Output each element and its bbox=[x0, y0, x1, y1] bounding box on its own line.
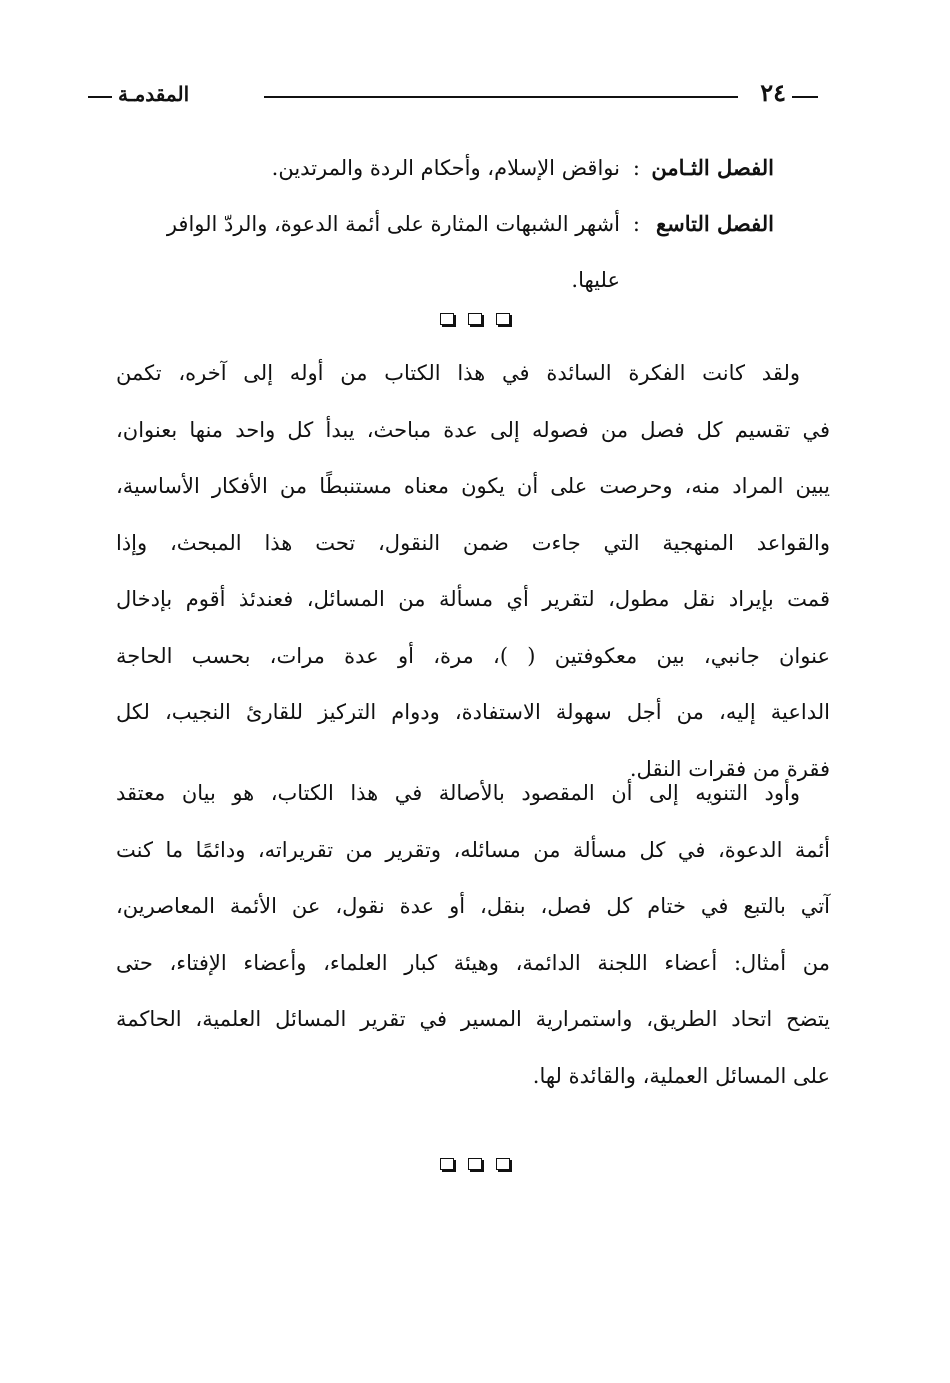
square-ornament-icon bbox=[440, 1158, 454, 1170]
chapter-entry-9-continuation bbox=[84, 252, 774, 308]
square-ornament-icon bbox=[496, 1158, 510, 1170]
chapter-title: نواقض الإسلام، وأحكام الردة والمرتدين. bbox=[271, 156, 620, 180]
chapter-label: الفصل التاسع bbox=[655, 211, 774, 236]
text-line: أئمة الدعوة، في كل مسألة من مسائله، وتقرير من تقريراته، ودائمًا ما كنت bbox=[116, 837, 830, 862]
text-line: وأود التنويه إلى أن المقصود بالأصالة في هذا الكتاب، هو بيان معتقد bbox=[116, 781, 800, 805]
chapter-title-continued: عليها. bbox=[571, 268, 620, 292]
chapter-list bbox=[84, 140, 774, 308]
text-line: في تقسيم كل فصل من فصوله إلى عدة مباحث، يبدأ كل واحد منها بعنوان، bbox=[116, 417, 830, 442]
text-line: من أمثال: أعضاء اللجنة الدائمة، وهيئة كبار العلماء، وأعضاء الإفتاء، حتى bbox=[116, 950, 830, 975]
paragraph-scope bbox=[116, 765, 830, 1104]
paragraph-structure bbox=[116, 345, 830, 797]
text-line: يتضح اتحاد الطريق، واستمرارية المسير في تقرير المسائل العلمية، الحاكمة bbox=[116, 1007, 830, 1031]
text-line: عنوان جانبي، بين معكوفتين ( )، مرة، أو عدة مرات، بحسب الحاجة bbox=[116, 643, 830, 668]
page-number: ٢٤ bbox=[760, 78, 786, 107]
square-ornament-icon bbox=[440, 313, 454, 325]
section-separator bbox=[0, 1155, 950, 1174]
text-line: آتي بالتبع في ختام كل فصل، بنقل، أو عدة نقول، عن الأئمة المعاصرين، bbox=[116, 894, 830, 918]
chapter-label: الفصل الثـامن bbox=[651, 155, 774, 180]
chapter-colon: : bbox=[632, 212, 640, 236]
header-rule-middle bbox=[264, 96, 738, 98]
chapter-entry-9 bbox=[84, 196, 774, 252]
square-ornament-icon bbox=[468, 313, 482, 325]
section-separator bbox=[0, 310, 950, 329]
chapter-colon: : bbox=[632, 156, 640, 180]
header-rule-right bbox=[792, 96, 818, 98]
text-line: فقرة من فقرات النقل. bbox=[629, 756, 830, 781]
text-line: والقواعد المنهجية التي جاءت ضمن النقول، تحت هذا المبحث، وإذا bbox=[116, 530, 830, 555]
text-line: على المسائل العملية، والقائدة لها. bbox=[532, 1063, 830, 1088]
text-line: يبين المراد منه، وحرصت على أن يكون معناه مستنبطًا من الأفكار الأساسية، bbox=[116, 474, 830, 498]
square-ornament-icon bbox=[468, 1158, 482, 1170]
section-title: المقدمـة bbox=[118, 82, 190, 106]
text-line: قمت بإيراد نقل مطول، لتقرير أي مسألة من المسائل، فعندئذ أقوم بإدخال bbox=[116, 587, 830, 611]
text-line: الداعية إليه، من أجل سهولة الاستفادة، ودوام التركيز للقارئ النجيب، لكل bbox=[116, 700, 830, 724]
text-line: ولقد كانت الفكرة السائدة في هذا الكتاب من أوله إلى آخره، تكمن bbox=[116, 361, 800, 385]
running-header bbox=[88, 74, 818, 114]
chapter-title: أشهر الشبهات المثارة على أئمة الدعوة، والردّ الوافر bbox=[166, 212, 620, 236]
square-ornament-icon bbox=[496, 313, 510, 325]
header-rule-left bbox=[88, 96, 112, 98]
chapter-entry-8 bbox=[84, 140, 774, 196]
